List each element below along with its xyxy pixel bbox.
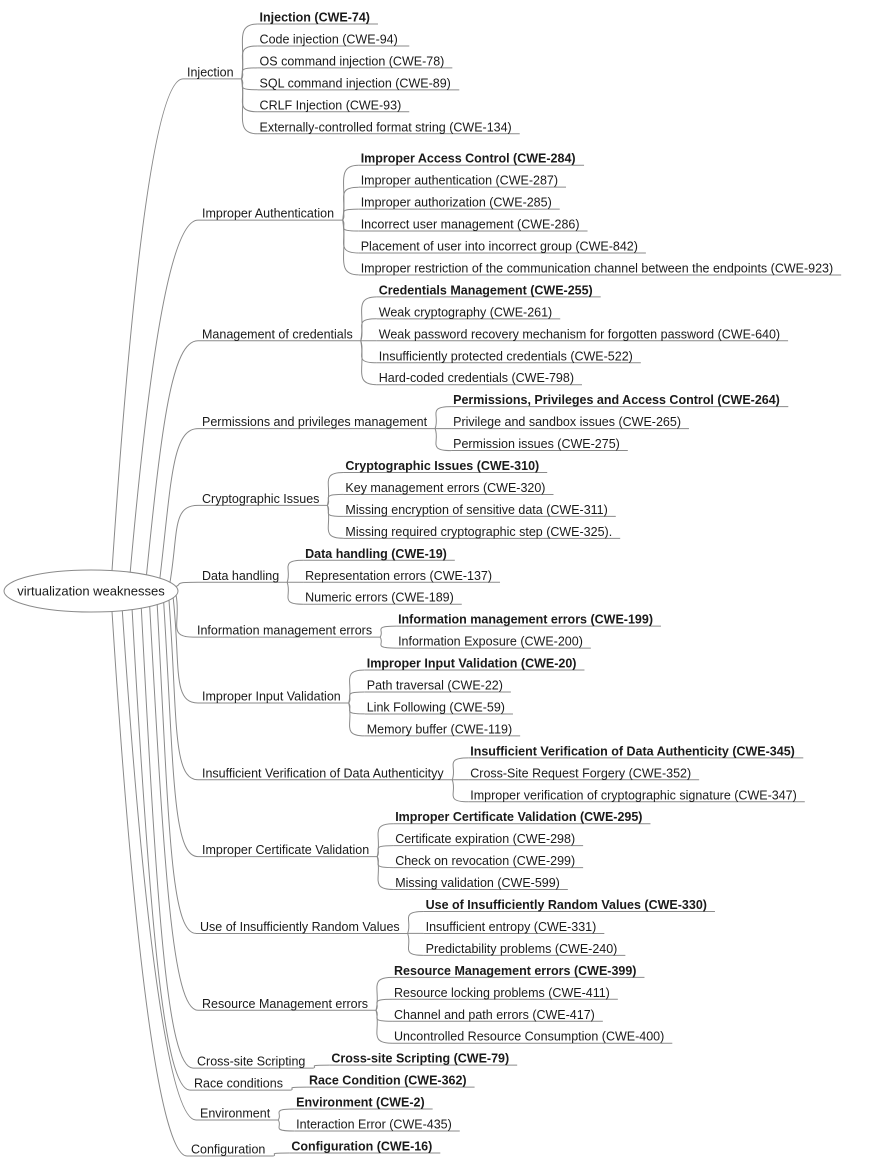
branch-child-edge bbox=[327, 494, 343, 505]
branch-child-edge bbox=[327, 473, 343, 506]
branch-label: Data handling bbox=[202, 568, 280, 583]
branch-child-edge bbox=[287, 582, 303, 604]
cwe-category-node-label: Data handling (CWE-19) bbox=[305, 546, 447, 561]
cwe-node-label: Missing required cryptographic step (CWE-325). bbox=[345, 524, 613, 539]
branch-child-edge bbox=[380, 637, 396, 648]
branch-child-edge bbox=[291, 1087, 307, 1090]
cwe-node-label: Memory buffer (CWE-119) bbox=[366, 722, 513, 737]
branch-label: Insufficient Verification of Data Authenticityy bbox=[202, 766, 444, 781]
cwe-category-node-label: Credentials Management (CWE-255) bbox=[378, 283, 593, 298]
branch-label: Improper Certificate Validation bbox=[202, 843, 370, 858]
branch-child-edge bbox=[408, 933, 424, 955]
cwe-node-label: Missing encryption of sensitive data (CWE-311) bbox=[345, 502, 608, 517]
cwe-category-node-label: Permissions, Privileges and Access Control (CWE-264) bbox=[453, 393, 780, 408]
branch-child-edge bbox=[380, 626, 396, 637]
branch-child-edge bbox=[278, 1120, 294, 1131]
cwe-node-label: Key management errors (CWE-320) bbox=[345, 480, 546, 495]
branch-child-edge bbox=[242, 46, 258, 79]
root-branch-edge bbox=[176, 582, 198, 586]
branch-child-edge bbox=[361, 319, 377, 341]
branch-child-edge bbox=[343, 209, 359, 220]
branch-child-edge bbox=[343, 220, 359, 275]
cwe-node-label: Predictability problems (CWE-240) bbox=[425, 941, 618, 956]
branch-child-edge bbox=[377, 857, 393, 868]
branch-child-edge bbox=[376, 999, 392, 1010]
branch-child-edge bbox=[376, 1010, 392, 1043]
cwe-node-label: Certificate expiration (CWE-298) bbox=[395, 832, 576, 847]
cwe-node-label: Improper restriction of the communication channel between the endpoints (CWE-923) bbox=[360, 261, 834, 276]
branch-label: Information management errors bbox=[197, 623, 373, 638]
cwe-node-label: Cross-Site Request Forgery (CWE-352) bbox=[470, 766, 692, 781]
branch-child-edge bbox=[349, 670, 365, 703]
cwe-category-node-label: Improper Certificate Validation (CWE-295) bbox=[395, 810, 643, 825]
branch-child-edge bbox=[287, 560, 303, 582]
root-branch-edge bbox=[112, 79, 183, 571]
branch-label: Configuration bbox=[191, 1142, 266, 1157]
branch-child-edge bbox=[435, 407, 451, 429]
branch-child-edge bbox=[377, 824, 393, 857]
branch-child-edge bbox=[242, 24, 258, 79]
branch-label: Management of credentials bbox=[202, 327, 353, 342]
cwe-category-node-label: Improper Input Validation (CWE-20) bbox=[366, 656, 577, 671]
root-branch-edge bbox=[170, 505, 198, 582]
branch-label: Race conditions bbox=[194, 1076, 283, 1091]
cwe-node-label: Link Following (CWE-59) bbox=[366, 700, 505, 715]
cwe-node-label: Path traversal (CWE-22) bbox=[366, 678, 503, 693]
branch-child-edge bbox=[343, 187, 359, 220]
cwe-category-node-label: Race Condition (CWE-362) bbox=[308, 1073, 467, 1088]
cwe-node-label: Privilege and sandbox issues (CWE-265) bbox=[453, 415, 682, 430]
root-branch-edge bbox=[141, 608, 193, 1068]
cwe-node-label: Improper authentication (CWE-287) bbox=[360, 173, 559, 188]
branch-label: Injection bbox=[187, 65, 234, 80]
cwe-node-label: Incorrect user management (CWE-286) bbox=[360, 217, 580, 232]
cwe-node-label: Permission issues (CWE-275) bbox=[453, 437, 620, 452]
branch-child-edge bbox=[313, 1065, 329, 1068]
branch-child-edge bbox=[343, 220, 359, 253]
branch-child-edge bbox=[242, 68, 258, 79]
cwe-node-label: Resource locking problems (CWE-411) bbox=[394, 985, 610, 1000]
branch-child-edge bbox=[327, 505, 343, 516]
branch-child-edge bbox=[242, 79, 258, 134]
cwe-node-label: Uncontrolled Resource Consumption (CWE-400) bbox=[394, 1029, 665, 1044]
branch-child-edge bbox=[349, 692, 365, 703]
cwe-node-label: Check on revocation (CWE-299) bbox=[395, 854, 576, 869]
root-branch-edge bbox=[176, 595, 193, 637]
cwe-node-label: Placement of user into incorrect group (CWE-842) bbox=[360, 239, 638, 254]
cwe-node-label: Insufficiently protected credentials (CWE-522) bbox=[378, 349, 633, 364]
branch-child-edge bbox=[408, 912, 424, 934]
cwe-category-node-label: Cryptographic Issues (CWE-310) bbox=[345, 459, 540, 473]
cwe-node-label: Interaction Error (CWE-435) bbox=[296, 1117, 452, 1132]
cwe-node-label: Representation errors (CWE-137) bbox=[305, 568, 493, 583]
cwe-node-label: Improper authorization (CWE-285) bbox=[360, 195, 552, 210]
root-label: virtualization weaknesses bbox=[17, 583, 165, 599]
branch-child-edge bbox=[242, 79, 258, 90]
cwe-category-node-label: Configuration (CWE-16) bbox=[291, 1139, 433, 1154]
root-branch-edge bbox=[122, 611, 196, 1120]
root-branch-edge bbox=[160, 429, 198, 579]
cwe-category-node-label: Improper Access Control (CWE-284) bbox=[360, 151, 576, 166]
root-branch-edge bbox=[147, 341, 199, 575]
cwe-node-label: SQL command injection (CWE-89) bbox=[259, 76, 451, 91]
cwe-category-node-label: Insufficient Verification of Data Authenticity (CWE-345) bbox=[470, 744, 795, 759]
cwe-category-node-label: Injection (CWE-74) bbox=[259, 10, 370, 25]
branch-label: Improper Input Validation bbox=[202, 689, 341, 704]
branch-child-edge bbox=[452, 758, 468, 780]
branch-child-edge bbox=[376, 1010, 392, 1021]
branch-child-edge bbox=[377, 846, 393, 857]
branch-label: Use of Insufficiently Random Values bbox=[200, 919, 400, 934]
branch-child-edge bbox=[278, 1109, 294, 1120]
cwe-node-label: Channel and path errors (CWE-417) bbox=[394, 1007, 595, 1022]
cwe-node-label: Improper verification of cryptographic signature (CWE-347) bbox=[470, 788, 797, 803]
cwe-node-label: Code injection (CWE-94) bbox=[259, 32, 398, 47]
cwe-node-label: Hard-coded credentials (CWE-798) bbox=[378, 371, 574, 386]
cwe-node-label: Numeric errors (CWE-189) bbox=[305, 590, 454, 605]
cwe-node-label: OS command injection (CWE-78) bbox=[259, 54, 445, 69]
root-branch-edge bbox=[130, 220, 198, 572]
cwe-node-label: Insufficient entropy (CWE-331) bbox=[425, 919, 597, 934]
branch-label: Cross-site Scripting bbox=[197, 1054, 306, 1069]
cwe-node-label: Information Exposure (CWE-200) bbox=[398, 634, 583, 649]
cwe-category-node-label: Environment (CWE-2) bbox=[296, 1095, 425, 1110]
branch-child-edge bbox=[435, 429, 451, 451]
branch-child-edge bbox=[327, 505, 343, 538]
cwe-category-node-label: Cross-site Scripting (CWE-79) bbox=[331, 1051, 510, 1066]
branch-child-edge bbox=[349, 703, 365, 714]
cwe-node-label: Externally-controlled format string (CWE-134) bbox=[259, 120, 512, 135]
branch-child-edge bbox=[242, 79, 258, 112]
branch-label: Environment bbox=[200, 1106, 271, 1121]
branch-child-edge bbox=[376, 977, 392, 1010]
cwe-node-label: Weak cryptography (CWE-261) bbox=[378, 305, 553, 320]
branch-child-edge bbox=[343, 165, 359, 220]
branch-child-edge bbox=[361, 341, 377, 363]
branch-label: Improper Authentication bbox=[202, 206, 335, 221]
cwe-category-node-label: Use of Insufficiently Random Values (CWE-330) bbox=[425, 898, 707, 912]
branch-child-edge bbox=[452, 780, 468, 802]
branch-child-edge bbox=[273, 1153, 289, 1156]
branch-label: Cryptographic Issues bbox=[202, 491, 320, 506]
cwe-category-node-label: Information management errors (CWE-199) bbox=[398, 612, 654, 627]
root-branch-edge bbox=[169, 600, 198, 780]
cwe-node-label: Missing validation (CWE-599) bbox=[395, 876, 560, 891]
branch-child-edge bbox=[349, 703, 365, 736]
branch-child-edge bbox=[343, 220, 359, 231]
cwe-category-node-label: Resource Management errors (CWE-399) bbox=[394, 963, 637, 978]
root-branch-edge bbox=[150, 607, 198, 1011]
cwe-node-label: Weak password recovery mechanism for forgotten password (CWE-640) bbox=[378, 327, 781, 342]
cwe-node-label: CRLF Injection (CWE-93) bbox=[259, 98, 402, 113]
root-branch-edge bbox=[112, 611, 187, 1156]
branch-child-edge bbox=[377, 857, 393, 890]
branch-label: Resource Management errors bbox=[202, 996, 369, 1011]
branch-label: Permissions and privileges management bbox=[202, 415, 428, 430]
